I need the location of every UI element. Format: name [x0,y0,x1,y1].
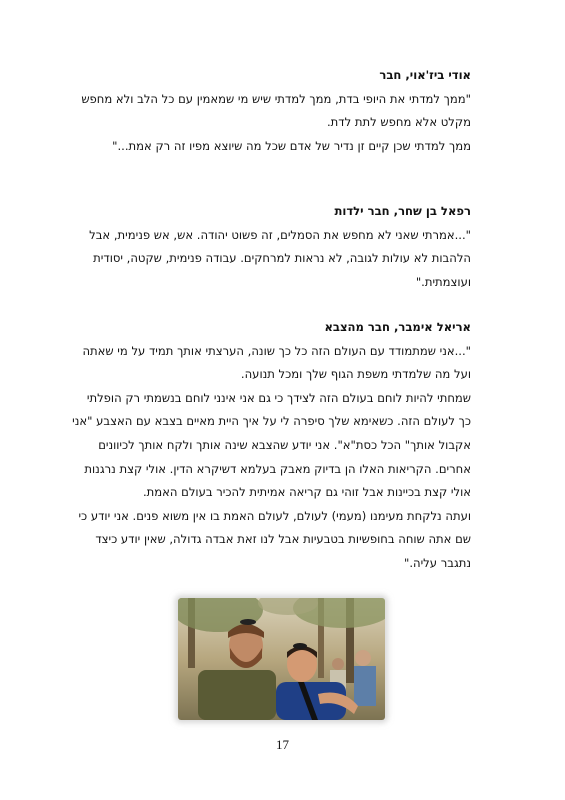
tribute-paragraph: "ממך למדתי את היופי בדת, ממך למדתי שיש מי שמאמין עם כל הלב ולא מחפש מקלט אלא מחפש לתת לדת. [81,91,471,130]
tribute-section-udi [71,64,471,158]
tribute-section-refael [71,200,471,294]
tribute-section-ariel [71,316,471,576]
tribute-paragraph: ממך למדתי שכן קיים זן נדיר של אדם שכל מה שיוצא מפיו זה רק אמת..." [112,138,471,153]
tribute-paragraph: ועתה נלקחת מעימנו (מעמי) לעולם, לעולם האמת בו אין משוא פנים. אני יודע כי שם אתה שוחה בחופשיות בטבעיות אבל לנו זאת אבדה גדולה, שאין יודע כיצד נתגבר עליה." [78,508,471,570]
page-number: 17 [276,737,289,752]
section-heading: רפאל בן שחר, חבר ילדות [334,204,471,218]
section-heading: אודי ביז'אוי, חבר [379,68,471,82]
photo-illustration [178,598,385,720]
section-heading: אריאל אימבר, חבר מהצבא [324,320,471,334]
tribute-paragraph: "...אמרתי שאני לא מחפש את הסמלים, זה פשוט יהודה. אש, אש פנימית, אבל הלהבות לא עולות לגובה, לא נראות למרחקים. עבודה פנימית, שקטה, יסודית ועוצמתית." [89,227,471,289]
tribute-paragraph: שמחתי להיות לוחם בעולם הזה לצידך כי גם אני אינני לוחם בנשמתי רק הופלתי כך לעולם הזה. כשאימא שלך סיפרה לי על איך היית מאיים בצבא עם האצבע "אני אקבול אותך" הכל כסת"א". אני יודע שהצבא שינה אותך ולקח אותך לכיוונים אחרים. הקריאות האלו הן בדיוק מאבק בעלמא דשיקרא הדין. אולי קצת נרגנות אולי קצת בכיינות אבל זוהי גם קריאה אמיתית להכיר בעולם האמת. [72,390,471,500]
tribute-paragraph: "...אני שמתמודד עם העולם הזה כל כך שונה, הערצתי אותך תמיד על מי שאתה ועל מה שלמדתי משפת הגוף שלך ומכל תנועה. [82,343,471,382]
photo-two-friends [178,598,385,720]
